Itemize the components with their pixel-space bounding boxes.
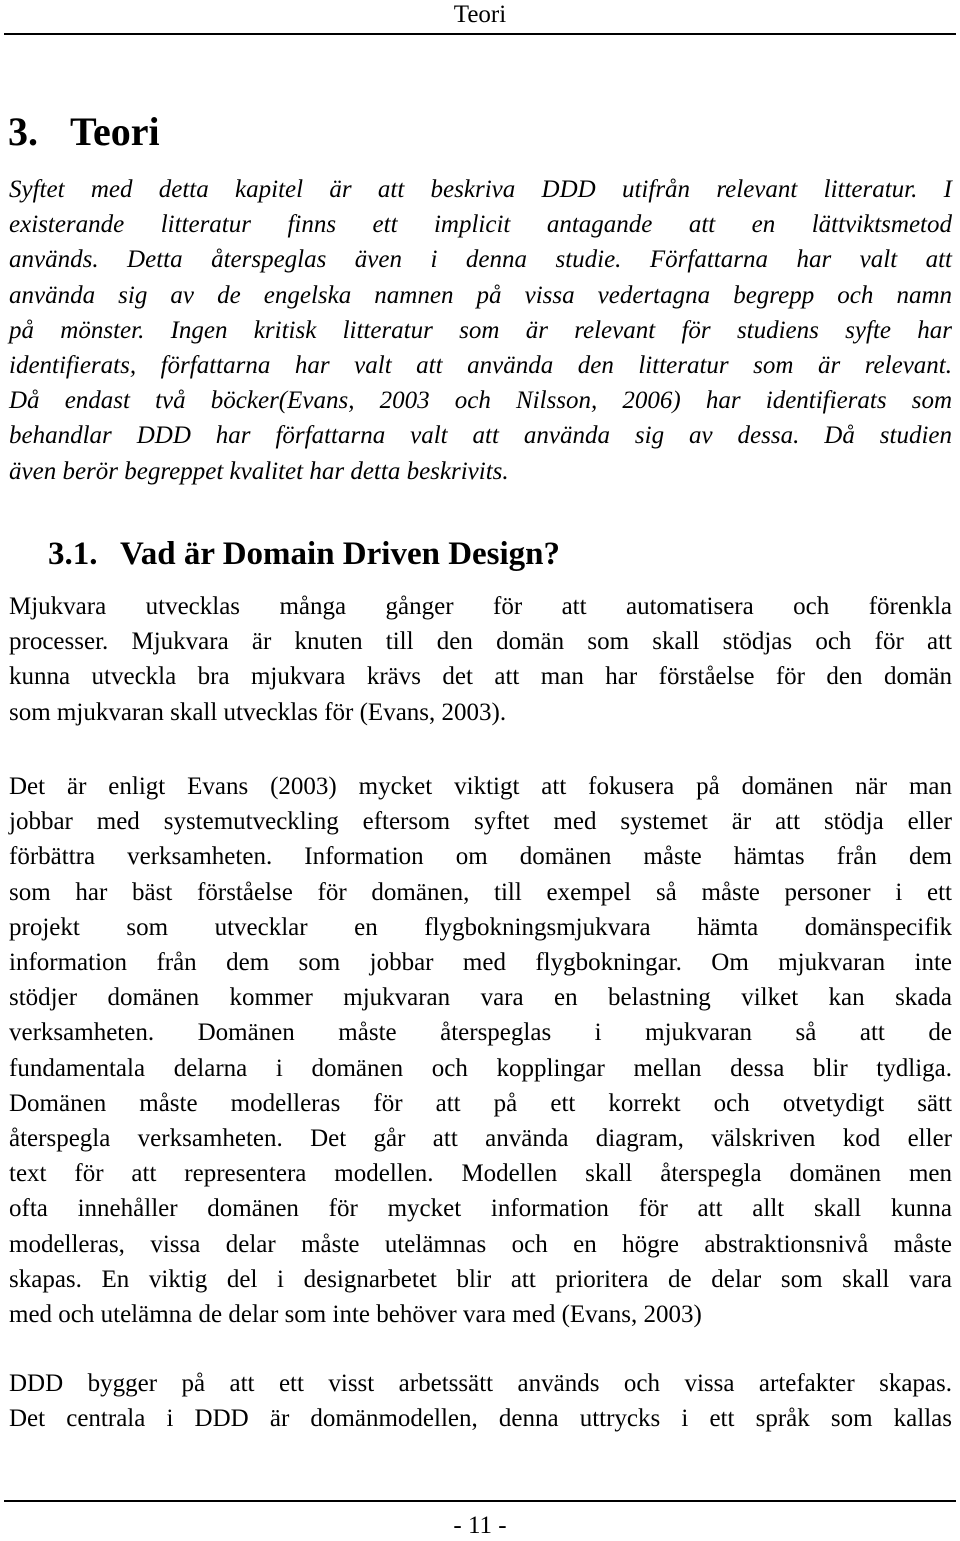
section-title: Teori (70, 109, 160, 154)
header-rule (4, 33, 956, 35)
paragraph-line: förbättra verksamheten. Information om domänen måste hämtas från dem (9, 843, 952, 871)
paragraph-line: ofta innehåller domänen för mycket information för att allt skall kunna (9, 1195, 952, 1223)
paragraph-line: jobbar med systemutveckling eftersom syftet med systemet är att stödja eller (9, 808, 952, 836)
body-paragraph-2 (9, 769, 952, 1332)
paragraph-line: Domänen måste modelleras för att på ett korrekt och otvetydigt sätt (9, 1089, 952, 1117)
intro-line: på mönster. Ingen kritisk litteratur som är relevant för studiens syfte har (9, 316, 952, 344)
footer-rule (4, 1500, 956, 1502)
paragraph-line: text för att representera modellen. Modellen skall återspegla domänen men (9, 1160, 952, 1188)
paragraph-line: processer. Mjukvara är knuten till den domän som skall stödjas och för att (9, 628, 952, 656)
section-heading (8, 108, 160, 156)
paragraph-line: DDD bygger på att ett visst arbetssätt används och vissa artefakter skapas. (9, 1370, 952, 1397)
paragraph-line: som mjukvaran skall utvecklas för (Evans, 2003). (9, 698, 507, 726)
running-header: Teori (453, 1, 507, 28)
paragraph-line: kunna utveckla bra mjukvara krävs det att man har förståelse för den domän (9, 663, 952, 691)
paragraph-line: information från dem som jobbar med flygbokningar. Om mjukvaran inte (9, 949, 952, 977)
intro-line: även berör begreppet kvalitet har detta beskrivits. (9, 457, 509, 485)
intro-paragraph (9, 172, 952, 489)
paragraph-line: projekt som utvecklar en flygbokningsmjukvara hämta domänspecifik (9, 913, 952, 941)
intro-line: existerande litteratur finns ett implicit antagande att en lättviktsmetod (9, 211, 952, 239)
paragraph-line: verksamheten. Domänen måste återspeglas i mjukvaran så att de (9, 1019, 952, 1047)
paragraph-line: som har bäst förståelse för domänen, till exempel så måste personer i ett (9, 878, 952, 906)
section-number: 3. (8, 109, 38, 154)
subsection-heading (48, 534, 560, 574)
intro-line: identifierats, författarna har valt att använda den litteratur som är relevant. (9, 352, 952, 380)
page-number: - 11 - (453, 1512, 507, 1539)
paragraph-line: modelleras, vissa delar måste utelämnas och en högre abstraktionsnivå måste (9, 1230, 952, 1258)
paragraph-line: fundamentala delarna i domänen och kopplingar mellan dessa blir tydliga. (9, 1054, 952, 1082)
paragraph-line: Det är enligt Evans (2003) mycket viktigt att fokusera på domänen när man (9, 773, 952, 800)
paragraph-line: stödjer domänen kommer mjukvaran vara en belastning vilket kan skada (9, 984, 952, 1012)
intro-line: använda sig av de engelska namnen på vissa vedertagna begrepp och namn (9, 281, 952, 309)
intro-line: Syftet med detta kapitel är att beskriva DDD utifrån relevant litteratur. I (9, 176, 952, 203)
body-paragraph-1 (9, 589, 952, 730)
paragraph-line: skapas. En viktig del i designarbetet blir att prioritera de delar som skall vara (9, 1265, 952, 1293)
paragraph-line: med och utelämna de delar som inte behöver vara med (Evans, 2003) (9, 1301, 702, 1329)
intro-line: behandlar DDD har författarna valt att använda sig av dessa. Då studien (9, 422, 952, 450)
intro-line: används. Detta återspeglas även i denna studie. Författarna har valt att (9, 246, 952, 274)
intro-line: Då endast två böcker(Evans, 2003 och Nilsson, 2006) har identifierats som (9, 387, 952, 415)
paragraph-line: Mjukvara utvecklas många gånger för att automatisera och förenkla (9, 593, 952, 620)
paragraph-line: återspegla verksamheten. Det går att använda diagram, välskriven kod eller (9, 1125, 952, 1153)
subsection-title: Vad är Domain Driven Design? (120, 536, 561, 572)
paragraph-line: Det centrala i DDD är domänmodellen, denna uttrycks i ett språk som kallas (9, 1405, 952, 1433)
subsection-number: 3.1. (48, 536, 98, 572)
body-paragraph-3 (9, 1366, 952, 1436)
